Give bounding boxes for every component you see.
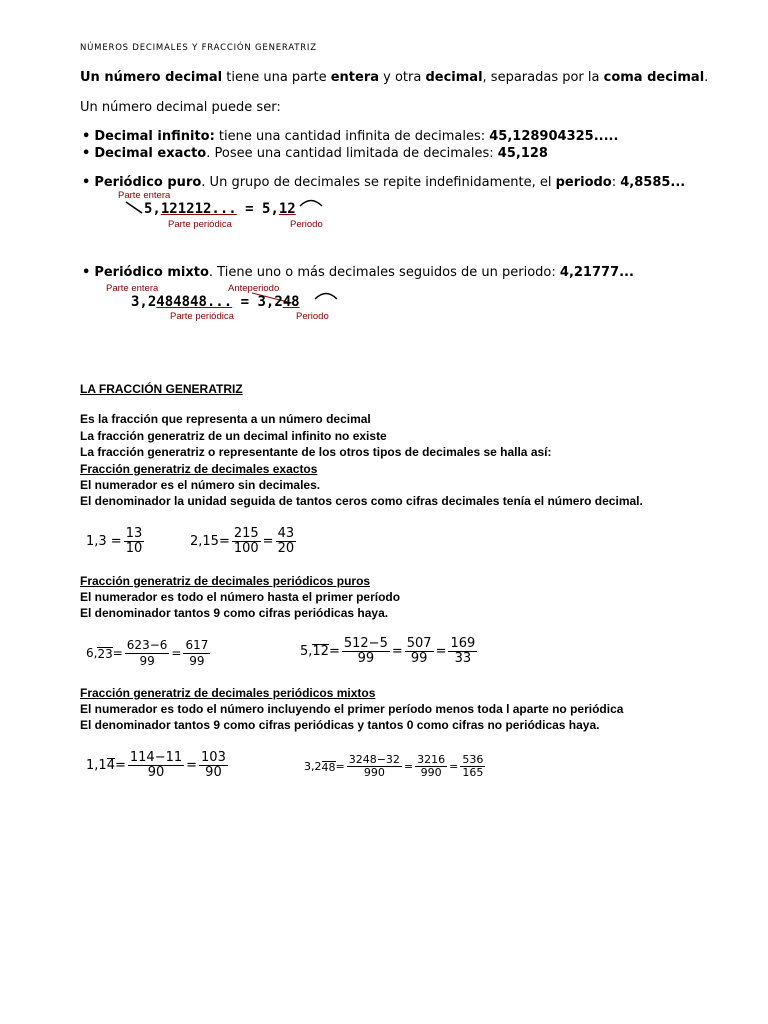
bullet-label: Periódico mixto [94, 265, 209, 280]
fraction [124, 526, 145, 556]
fraction [199, 750, 228, 780]
text-line: El numerador es el número sin decimales. [80, 478, 321, 492]
bullet-example: 45,128904325..... [489, 129, 619, 144]
fraction [415, 754, 447, 779]
result-period-digits: 12 [278, 201, 296, 217]
equals-sign: = [262, 533, 274, 549]
text-line: El denominador tantos 9 como cifras periódicas y tantos 0 como cifras no periódicas haya. [80, 718, 600, 732]
denominator: 10 [125, 541, 143, 556]
result-period-digits: 48 [282, 294, 300, 310]
numerator: 536 [462, 753, 484, 766]
equation-lhs: 3,2 [304, 760, 322, 773]
diagram-pure-periodic [0, 0, 768, 240]
period-arc-icon [298, 197, 324, 207]
equals-sign: = [335, 760, 345, 773]
integer-digits: 5, [144, 201, 161, 217]
text-line: El numerador es todo el número hasta el primer período [80, 590, 401, 604]
equals-sign: = [114, 757, 126, 773]
intro-paragraph [80, 70, 708, 85]
repeating-digits: 121212... [160, 201, 237, 217]
bullet-icon: • [82, 129, 91, 144]
bullet-example: 4,8585... [620, 175, 686, 190]
equation-lhs: 2,15= [190, 533, 230, 549]
fraction [276, 526, 297, 556]
result-integer: 5, [262, 201, 279, 217]
denominator: 99 [189, 654, 205, 668]
bullet-exact-decimal [82, 146, 548, 161]
bullet-text: . Tiene uno o más decimales seguidos de un periodo: [208, 265, 560, 280]
example-mixed-2 [304, 754, 487, 779]
numerator: 3248−32 [348, 753, 400, 766]
text-line: La fracción generatriz de un decimal infinito no existe [80, 429, 387, 443]
period-digits: 48 [321, 760, 336, 774]
term-period: periodo [555, 175, 612, 190]
intro-text: tiene una parte [222, 70, 331, 85]
intro-types-line: Un número decimal puede ser: [80, 100, 281, 115]
bullet-label: Periódico puro [94, 175, 202, 190]
numerator: 617 [185, 638, 209, 652]
fraction [125, 638, 170, 668]
bullet-label: Decimal exacto [94, 146, 207, 161]
period-digits: 23 [97, 646, 113, 661]
denominator: 990 [363, 766, 385, 779]
example-exact-2 [190, 526, 298, 556]
numerator: 512−5 [343, 636, 388, 651]
term-decimal-comma: coma decimal [603, 70, 705, 85]
label-integer-part: Parte entera [118, 190, 171, 201]
equals-sign: = [232, 294, 258, 310]
denominator: 99 [357, 651, 375, 666]
fraction [128, 750, 184, 780]
fraction [460, 754, 485, 779]
bullet-text: . Un grupo de decimales se repite indefinidamente, el [201, 175, 556, 190]
numerator: 623−6 [126, 638, 168, 652]
pointer-arrow-icon [124, 200, 148, 216]
example-pure-1 [86, 638, 212, 668]
integer-digits: 3, [131, 294, 148, 310]
numerator: 215 [233, 526, 259, 541]
equals-sign: = [435, 643, 447, 659]
label-integer-part: Parte entera [106, 283, 159, 294]
fraction [405, 636, 434, 666]
fraction [183, 638, 210, 668]
denominator: 20 [277, 541, 295, 556]
text-line: Es la fracción que representa a un número decimal [80, 412, 371, 426]
numerator: 43 [277, 526, 295, 541]
bullet-mixed-periodic [82, 265, 634, 280]
equation-lhs: 1,1 [86, 757, 107, 773]
equation-lhs: 1,3 = [86, 533, 122, 549]
pointer-arrow-icon [244, 292, 294, 306]
bullet-icon: • [82, 265, 91, 280]
denominator: 99 [139, 654, 155, 668]
numerator: 169 [450, 636, 476, 651]
equation-lhs: 6, [86, 646, 98, 660]
bullet-icon: • [82, 146, 91, 161]
anteperiod-digit: 2 [147, 294, 157, 310]
bullet-example: 45,128 [497, 146, 548, 161]
denominator: 33 [454, 651, 472, 666]
fraction [342, 636, 390, 666]
period-digits: 4 [106, 758, 115, 773]
equals-sign: = [403, 760, 414, 773]
result-anteperiod: 2 [274, 294, 283, 310]
subheading-mixed: Fracción generatriz de decimales periódicos mixtos [80, 686, 376, 700]
bullet-icon: • [82, 175, 91, 190]
equals-sign: = [449, 760, 459, 773]
subheading-pure: Fracción generatriz de decimales periódicos puros [80, 574, 371, 588]
pure-number-expression [144, 201, 296, 217]
result-integer: 3, [257, 294, 275, 310]
numerator: 13 [125, 526, 143, 541]
intro-text: y otra [379, 70, 426, 85]
mixed-number-expression [131, 294, 300, 310]
numerator: 103 [201, 750, 226, 765]
denominator: 100 [233, 541, 259, 556]
period-arc-icon [313, 290, 339, 300]
equals-sign: = [236, 201, 263, 217]
numerator: 114−11 [129, 750, 183, 765]
term-decimal: decimal [425, 70, 483, 85]
numerator: 3216 [417, 753, 446, 766]
equals-sign: = [112, 646, 123, 660]
intro-text: . [704, 70, 709, 85]
period-digits: 12 [312, 644, 329, 659]
example-pure-2 [300, 636, 479, 666]
denominator: 99 [410, 651, 428, 666]
subheading-exact: Fracción generatriz de decimales exactos [80, 462, 318, 476]
text-line: El numerador es todo el número incluyendo el primer período menos toda l aparte no periódica [80, 702, 624, 716]
denominator: 90 [205, 765, 222, 780]
text-line: El denominador tantos 9 como cifras periódicas haya. [80, 606, 389, 620]
denominator: 90 [147, 765, 165, 780]
equals-sign: = [171, 646, 182, 660]
repeating-digits: 484848... [156, 294, 233, 310]
equals-sign: = [328, 643, 340, 659]
term-integer: entera [330, 70, 380, 85]
denominator: 165 [462, 766, 484, 779]
text-line: La fracción generatriz o representante de los otros tipos de decimales se halla así: [80, 445, 552, 459]
fraction [347, 754, 402, 779]
equals-sign: = [186, 757, 198, 773]
label-period: Periodo [290, 219, 323, 230]
numerator: 507 [406, 636, 432, 651]
section-heading-generatrix: LA FRACCIÓN GENERATRIZ [80, 382, 243, 396]
fraction [232, 526, 261, 556]
bullet-text: : [611, 175, 621, 190]
document-title: NÚMEROS DECIMALES Y FRACCIÓN GENERATRIZ [80, 43, 317, 53]
equals-sign: = [391, 643, 403, 659]
bullet-pure-periodic [82, 175, 685, 190]
fraction [448, 636, 477, 666]
bullet-label: Decimal infinito: [94, 129, 215, 144]
bullet-text: tiene una cantidad infinita de decimales: [214, 129, 490, 144]
bullet-example: 4,21777... [559, 265, 634, 280]
example-mixed-1 [86, 750, 230, 780]
bullet-infinite-decimal [82, 129, 618, 144]
text-line: El denominador la unidad seguida de tantos ceros como cifras decimales tenía el número decimal. [80, 494, 643, 508]
intro-text: , separadas por la [482, 70, 604, 85]
denominator: 990 [420, 766, 442, 779]
label-anteperiod: Anteperiodo [228, 283, 280, 294]
label-periodic-part: Parte periódica [170, 311, 234, 322]
bullet-text: . Posee una cantidad limitada de decimales: [206, 146, 498, 161]
equation-lhs: 5, [300, 643, 313, 659]
term-decimal-number: Un número decimal [80, 70, 223, 85]
example-exact-1 [86, 526, 146, 556]
label-periodic-part: Parte periódica [168, 219, 232, 230]
label-period: Periodo [296, 311, 329, 322]
